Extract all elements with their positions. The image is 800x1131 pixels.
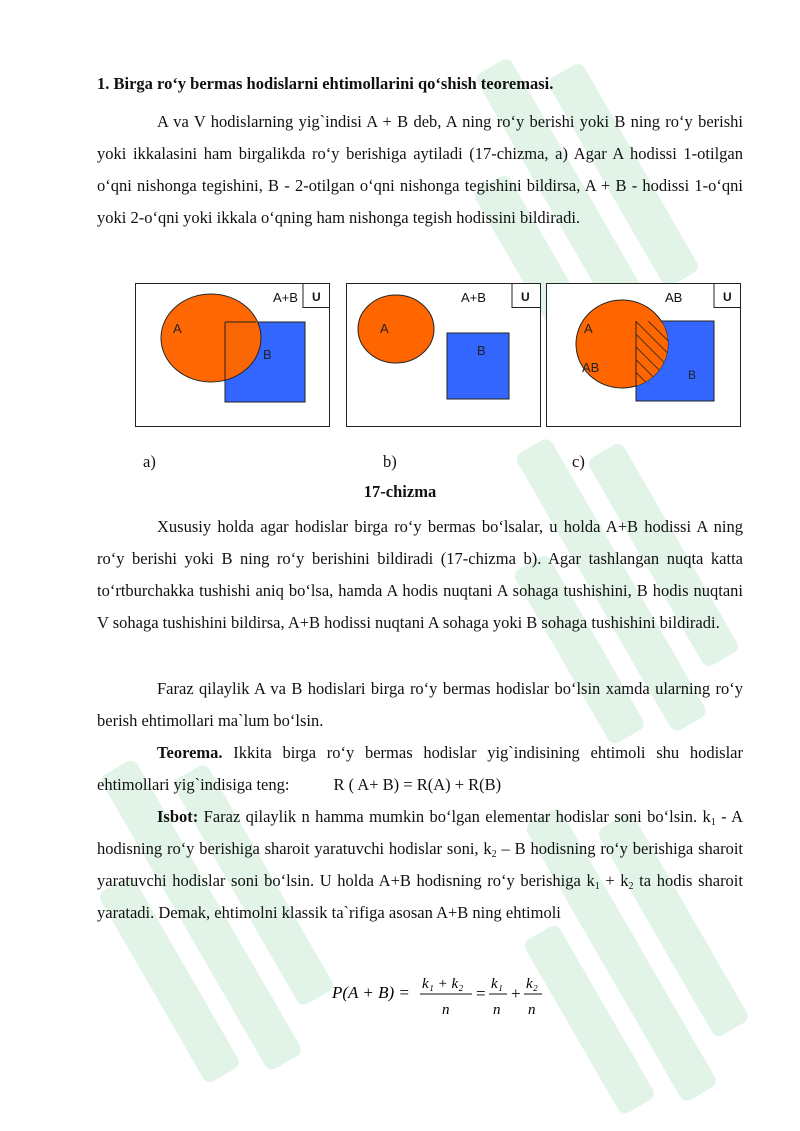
figure-c — [546, 283, 742, 434]
universe-label: U — [312, 290, 321, 304]
paragraph-theorem — [97, 737, 743, 801]
formula-lhs: P(A + B) = — [332, 983, 410, 1002]
formula-plus: + — [511, 984, 521, 1003]
figure-title: A+B — [461, 290, 486, 305]
venn-diagram-intersection — [546, 283, 742, 429]
formula-denominator: n — [493, 1002, 501, 1018]
universe-label: U — [723, 290, 732, 304]
set-a-label: A — [380, 321, 389, 336]
paragraph-proof — [97, 801, 743, 929]
venn-diagram-disjoint — [346, 283, 542, 429]
figure-a — [135, 283, 331, 434]
formula-denominator: n — [442, 1002, 450, 1018]
set-b-label: B — [263, 347, 272, 362]
paragraph-text: A va V hodislarning yig`indisi A + B deb, A ning roʻy berishi yoki B ning roʻy berishi yoki ikkalasini ham birgalikda roʻy berishiga aytiladi (17-chizma, a) Agar A hodissi 1-otilgan oʻqni nishonga tegishini, B - 2-otilgan oʻqni nishonga tegishini bildirsa, A + B - hodissi 1-oʻqni yoki 2-oʻqni yoki ikkala oʻqning ham nishonga tegish hodissini bildiradi. — [97, 112, 743, 227]
formula-numerator-k1: k₁ — [491, 976, 503, 992]
figure-title-caption: 17-chizma — [363, 482, 437, 501]
theorem-label: Teorema. — [157, 743, 223, 762]
formula-denominator: n — [528, 1002, 536, 1018]
figure-title: AB — [665, 290, 683, 305]
subscript: 1 — [710, 817, 716, 828]
proof-text: - A hodisning roʻy berishiga sharoit yaratuvchi hodislar soni, k — [97, 807, 744, 858]
subscript: 2 — [628, 881, 634, 892]
subscript: 1 — [594, 881, 600, 892]
figure-b — [346, 283, 542, 434]
set-ab-label: AB — [582, 360, 600, 375]
paragraph-text: Xususiy holda agar hodislar birga roʻy bermas boʻlsalar, u holda A+B hodissi A ning roʻy berishi yoki B ning roʻy berishini bildiradi (17-chizma b). Agar tashlangan nuqta katta toʻrtburchakka tushishi aniq boʻlsa, hamda A hodis nuqtani A sohaga tushishini, B hodis nuqtani V sohaga tushishini bildirsa, A+B hodissi nuqtani A sohaga yoki B sohaga tushishini bildiradi. — [97, 517, 743, 632]
subscript: 2 — [491, 849, 497, 860]
figure-c-caption: c) — [572, 452, 585, 471]
proof-text: Faraz qilaylik n hamma mumkin boʻlgan elementar hodislar soni boʻlsin. k — [198, 807, 711, 826]
set-a-label: A — [584, 321, 593, 336]
paragraph-sum-definition — [97, 106, 743, 234]
formula-equals: = — [476, 984, 486, 1003]
set-b-label: B — [688, 368, 697, 382]
figure-a-caption: a) — [143, 452, 156, 471]
proof-text: – B hodisning roʻy berishiga sharoit yaratuvchi hodislar soni boʻlsin. U holda A+B hodisning roʻy berishiga k — [97, 839, 743, 890]
figure-b-caption: b) — [383, 452, 397, 471]
figure-title: A+B — [273, 290, 298, 305]
proof-text: ta hodis sharoit yaratadi. Demak, ehtimolni klassik ta`rifiga asosan A+B ning ehtimoli — [97, 871, 743, 922]
set-a-ellipse — [358, 295, 434, 363]
theorem-formula: R ( A+ B) = R(A) + R(B) — [333, 775, 502, 794]
proof-label: Isbot: — [157, 807, 199, 826]
set-a-label: A — [173, 321, 182, 336]
set-a-ellipse — [161, 294, 261, 382]
formula-numerator-k2: k₂ — [526, 976, 538, 992]
venn-diagram-union — [135, 283, 331, 429]
paragraph-disjoint-case — [97, 511, 743, 639]
proof-text: + k — [599, 871, 629, 890]
paragraph-assumption — [97, 673, 743, 737]
paragraph-text: Faraz qilaylik A va B hodislari birga roʻy bermas hodislar boʻlsin xamda ularning roʻy berish ehtimollari ma`lum boʻlsin. — [97, 679, 743, 730]
theorem-text: Ikkita birga roʻy bermas hodislar yig`indisining ehtimoli shu hodislar ehtimollari yig`indisiga teng: — [97, 743, 743, 794]
probability-formula — [330, 968, 570, 1028]
universe-label: U — [521, 290, 530, 304]
set-b-label: B — [477, 343, 486, 358]
formula-numerator-sum: k₁ + k₂ — [422, 976, 464, 992]
section-heading: 1. Birga roʻy bermas hodislarni ehtimollarini qoʻshish teoremasi. — [97, 74, 554, 93]
